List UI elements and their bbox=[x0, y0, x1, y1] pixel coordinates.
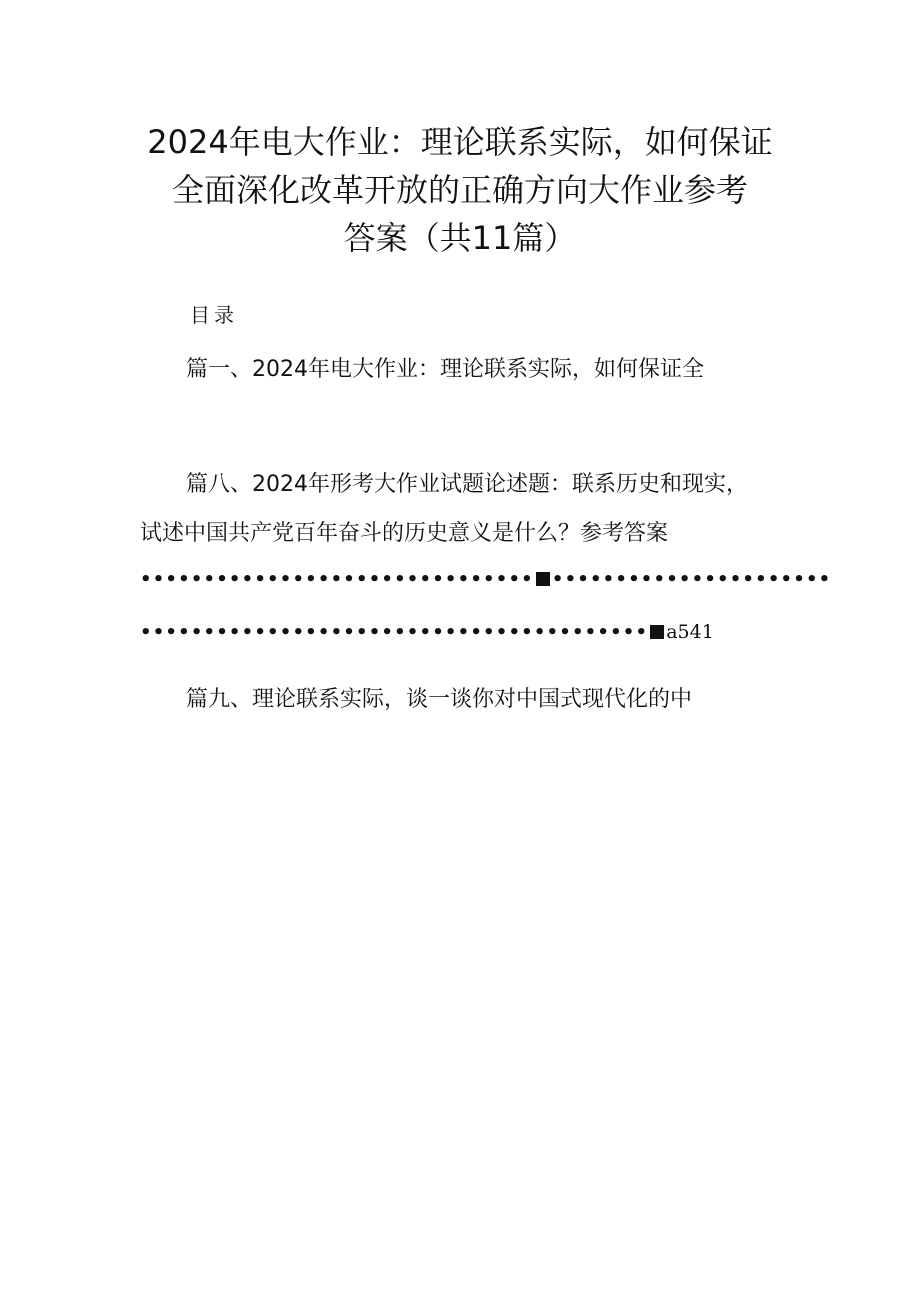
toc-entry-1[interactable]: 篇一、2024年电大作业：理论联系实际，如何保证全 bbox=[186, 357, 704, 382]
toc-entry-9[interactable]: 篇九、理论联系实际，谈一谈你对中国式现代化的中 bbox=[186, 687, 693, 712]
toc-leader-line-2 bbox=[140, 617, 714, 648]
leader-dots: ••••••••••••••••••••••••••••••• bbox=[140, 569, 534, 590]
toc-label: 目录 bbox=[190, 303, 238, 327]
title-line-1: 2024年电大作业：理论联系实际，如何保证 bbox=[147, 123, 773, 161]
toc-page-ref: a541 bbox=[666, 621, 714, 643]
leader-dots: •••••••••••••••••••••••••••••••••••••••• bbox=[140, 622, 649, 643]
title-line-2: 全面深化改革开放的正确方向大作业参考 bbox=[171, 171, 748, 209]
toc-leader-line-1 bbox=[140, 565, 832, 595]
square-marker-icon bbox=[536, 572, 550, 586]
leader-dots: •••••••••••••••••••••• bbox=[551, 569, 832, 590]
title-line-3: 答案（共11篇） bbox=[343, 219, 577, 257]
toc-entry-8-line-2[interactable]: 试述中国共产党百年奋斗的历史意义是什么？参考答案 bbox=[140, 521, 669, 546]
toc-entry-8-line-1[interactable]: 篇八、2024年形考大作业试题论述题：联系历史和现实， bbox=[186, 472, 748, 497]
square-marker-icon bbox=[650, 625, 664, 639]
document-title bbox=[130, 118, 790, 262]
